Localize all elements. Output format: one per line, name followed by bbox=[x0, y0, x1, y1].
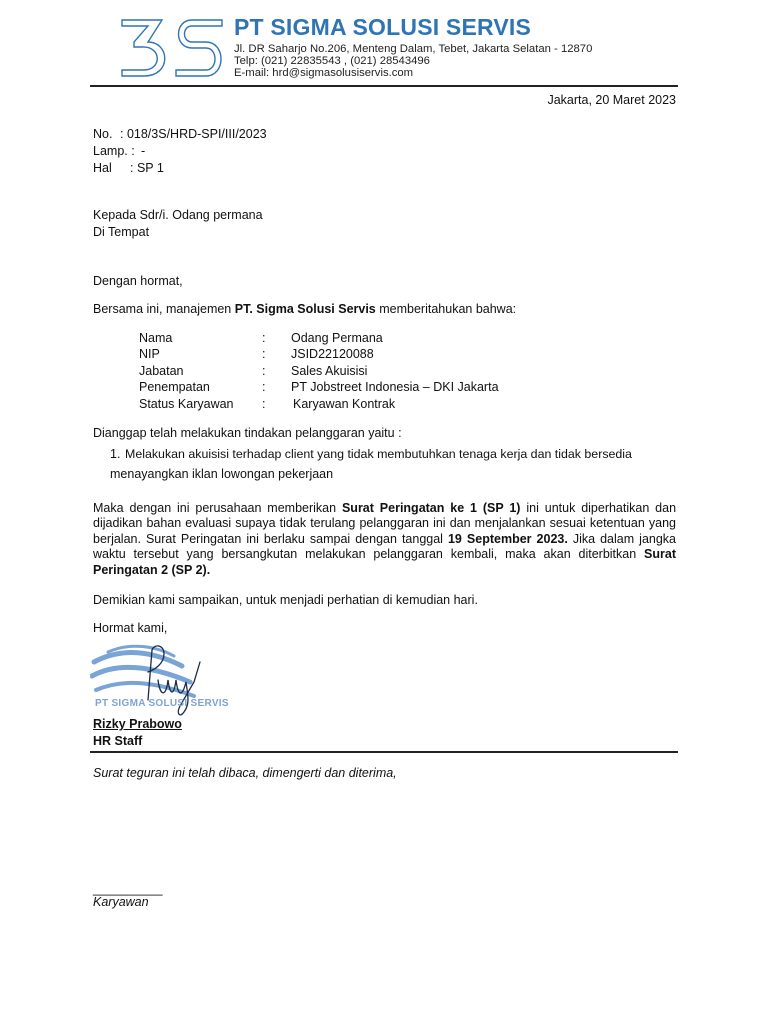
detail-colon: : bbox=[262, 380, 266, 394]
detail-label: Status Karyawan bbox=[139, 397, 234, 411]
closing-sentence: Demikian kami sampaikan, untuk menjadi perhatian di kemudian hari. bbox=[93, 593, 478, 607]
lamp-label: Lamp. : bbox=[93, 144, 135, 158]
detail-colon: : bbox=[262, 331, 266, 345]
detail-value: JSID22120088 bbox=[291, 347, 374, 361]
letterhead-divider bbox=[90, 85, 678, 87]
hal-value: : SP 1 bbox=[130, 161, 164, 175]
recipient-place: Di Tempat bbox=[93, 225, 150, 239]
company-email: E-mail: hrd@sigmasolusiservis.com bbox=[234, 67, 414, 79]
regards: Hormat kami, bbox=[93, 621, 168, 635]
stamp-text: PT SIGMA SOLUSI SERVIS bbox=[95, 698, 229, 709]
employee-signature-line: __________ bbox=[93, 882, 163, 896]
violation-item-line1: Melakukan akuisisi terhadap client yang tidak membutuhkan tenaga kerja dan tidak bersedia bbox=[125, 447, 632, 461]
no-label: No. bbox=[93, 127, 113, 141]
detail-label: Nama bbox=[139, 331, 173, 345]
signature-divider bbox=[90, 751, 678, 753]
detail-value: Karyawan Kontrak bbox=[293, 397, 396, 411]
hal-label: Hal bbox=[93, 161, 112, 175]
employee-label: Karyawan bbox=[93, 895, 149, 909]
violation-heading: Dianggap telah melakukan tindakan pelanggaran yaitu : bbox=[93, 426, 402, 440]
violation-number: 1. bbox=[110, 447, 121, 461]
company-address: Jl. DR Saharjo No.206, Menteng Dalam, Tebet, Jakarta Selatan - 12870 bbox=[234, 43, 593, 55]
violation-item-line2: menayangkan iklan lowongan pekerjaan bbox=[110, 467, 334, 481]
greeting: Dengan hormat, bbox=[93, 274, 183, 288]
recipient-name: Kepada Sdr/i. Odang permana bbox=[93, 208, 263, 222]
acknowledgement-text: Surat teguran ini telah dibaca, dimengerti dan diterima, bbox=[93, 766, 397, 780]
signer-title: HR Staff bbox=[93, 734, 143, 748]
company-logo bbox=[118, 14, 228, 80]
detail-value: Sales Akuisisi bbox=[291, 364, 368, 378]
detail-value: PT Jobstreet Indonesia – DKI Jakarta bbox=[291, 380, 499, 394]
company-name: PT SIGMA SOLUSI SERVIS bbox=[234, 14, 532, 40]
body-paragraph: Maka dengan ini perusahaan memberikan Surat Peringatan ke 1 (SP 1) ini untuk diperhatikan dan dijadikan bahan evaluasi supaya tidak terulang pelanggaran ini dan menjalankan sesuai ketentuan yang berjalan. Surat Peringatan ini berlaku sampai dengan tanggal 19 September 2023. Jika dalam jangka waktu tersebut yang bersangkutan melakukan pelanggaran kembali, maka akan diterbitkan Surat Peringatan 2 (SP 2). bbox=[93, 501, 677, 577]
company-phone: Telp: (021) 22835543 , (021) 28543496 bbox=[234, 55, 430, 67]
detail-label: NIP bbox=[139, 347, 160, 361]
detail-colon: : bbox=[262, 347, 266, 361]
detail-colon: : bbox=[262, 397, 266, 411]
detail-label: Jabatan bbox=[139, 364, 184, 378]
letter-date: Jakarta, 20 Maret 2023 bbox=[547, 93, 676, 107]
detail-label: Penempatan bbox=[139, 380, 210, 394]
signer-name: Rizky Prabowo bbox=[93, 717, 182, 731]
detail-value: Odang Permana bbox=[291, 331, 383, 345]
no-value: : 018/3S/HRD-SPI/III/2023 bbox=[120, 127, 267, 141]
intro-paragraph: Bersama ini, manajemen PT. Sigma Solusi Servis memberitahukan bahwa: bbox=[93, 302, 517, 316]
lamp-value: - bbox=[141, 144, 146, 158]
detail-colon: : bbox=[262, 364, 266, 378]
